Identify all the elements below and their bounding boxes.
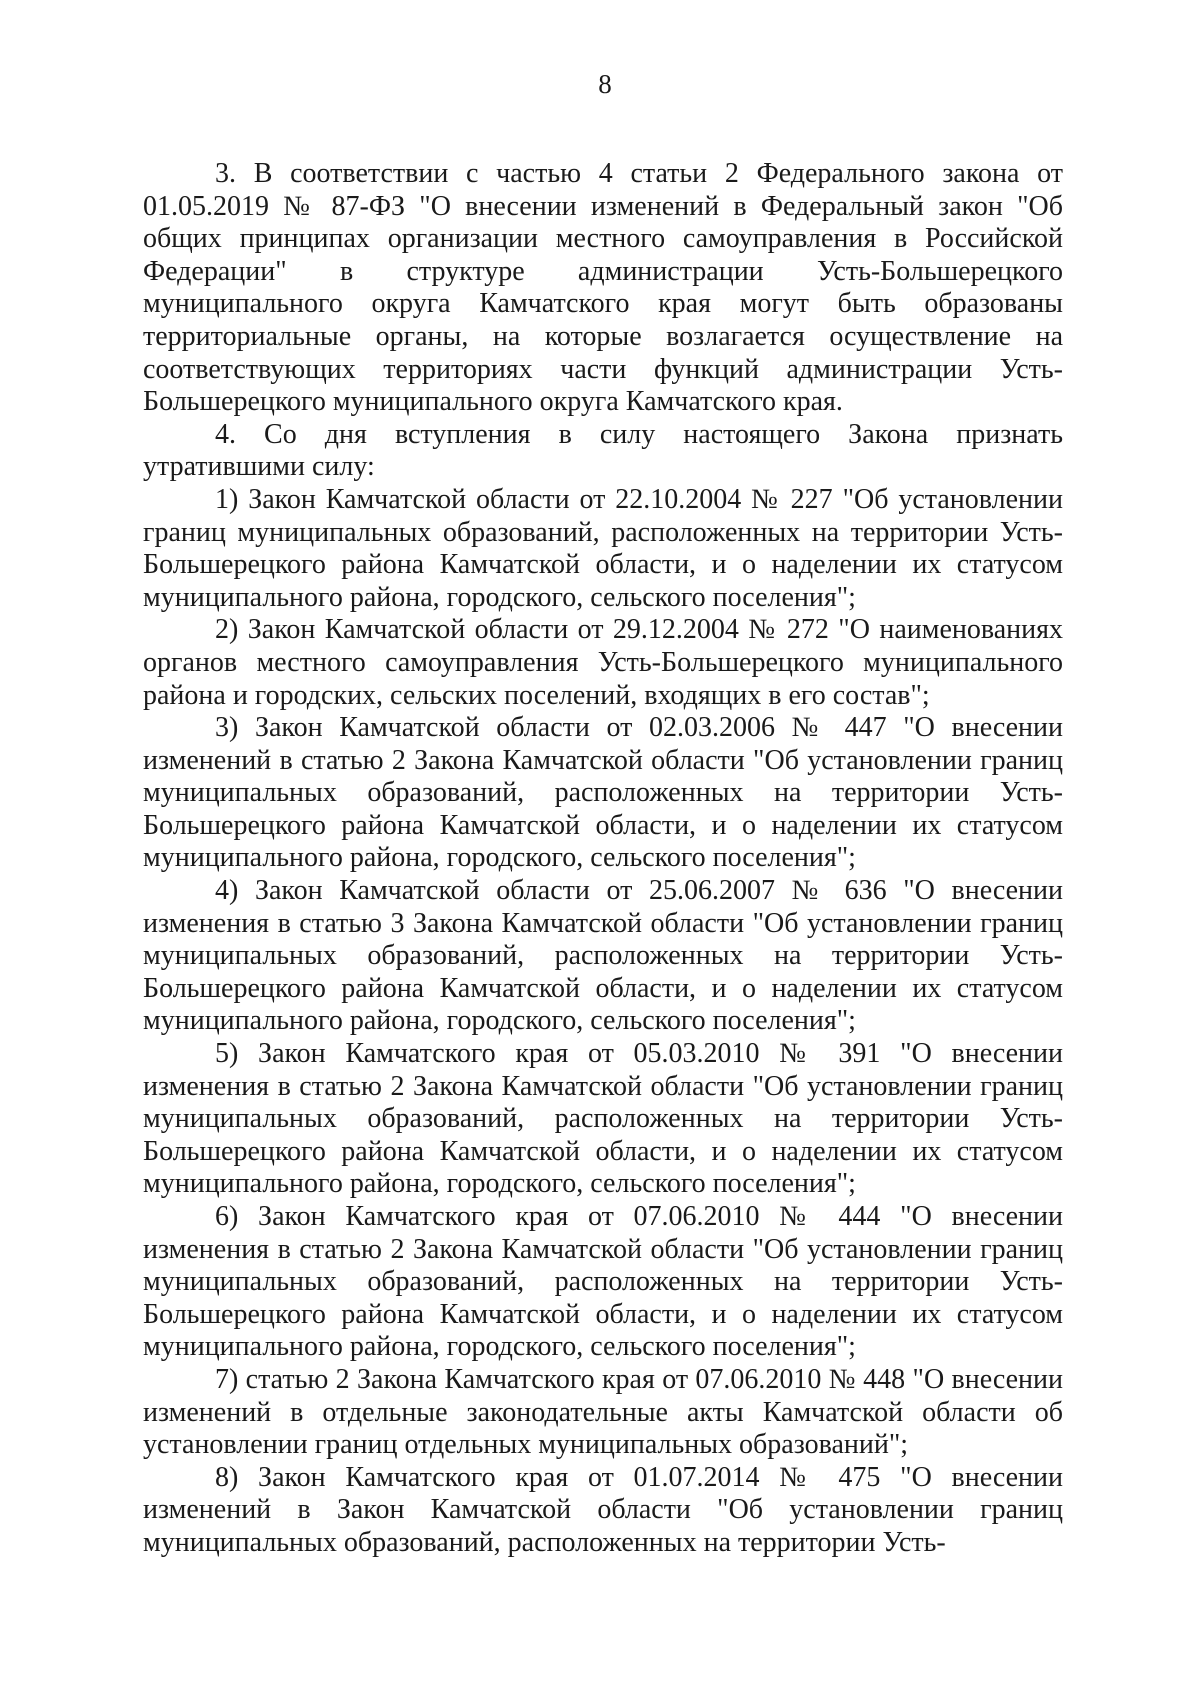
list-item-5: 5) Закон Камчатского края от 05.03.2010 № 391 "О внесении изменения в статью 2 Закона Камчатской области "Об установлении границ муниципальных образований, расположенных на территории Усть-Большерецкого района Камчатской области, и о наделении их статусом муниципального района, городского, сельского поселения";	[143, 1038, 1063, 1200]
document-body	[143, 158, 1063, 1560]
list-item-6: 6) Закон Камчатского края от 07.06.2010 № 444 "О внесении изменения в статью 2 Закона Камчатской области "Об установлении границ муниципальных образований, расположенных на территории Усть-Большерецкого района Камчатской области, и о наделении их статусом муниципального района, городского, сельского поселения";	[143, 1201, 1063, 1363]
paragraph-3: 3. В соответствии с частью 4 статьи 2 Федерального закона от 01.05.2019 № 87-ФЗ "О внесении изменений в Федеральный закон "Об общих принципах организации местного самоуправления в Российской Федерации" в структуре администрации Усть-Большерецкого муниципального округа Камчатского края могут быть образованы территориальные органы, на которые возлагается осуществление на соответствующих территориях части функций администрации Усть-Большерецкого муниципального округа Камчатского края.	[143, 158, 1063, 418]
page-number: 8	[598, 69, 612, 99]
list-item-2: 2) Закон Камчатской области от 29.12.2004 № 272 "О наименованиях органов местного самоуправления Усть-Большерецкого муниципального района и городских, сельских поселений, входящих в его состав";	[143, 614, 1063, 711]
paragraph-4: 4. Со дня вступления в силу настоящего Закона признать утратившими силу:	[143, 418, 1063, 483]
list-item-8: 8) Закон Камчатского края от 01.07.2014 № 475 "О внесении изменений в Закон Камчатской области "Об установлении границ муниципальных образований, расположенных на территории Усть-	[143, 1461, 1063, 1558]
list-item-1: 1) Закон Камчатской области от 22.10.2004 № 227 "Об установлении границ муниципальных образований, расположенных на территории Усть-Большерецкого района Камчатской области, и о наделении их статусом муниципального района, городского, сельского поселения";	[143, 483, 1063, 613]
list-item-7: 7) статью 2 Закона Камчатского края от 07.06.2010 № 448 "О внесении изменений в отдельные законодательные акты Камчатской области об установлении границ отдельных муниципальных образований";	[143, 1363, 1063, 1461]
list-item-3: 3) Закон Камчатской области от 02.03.2006 № 447 "О внесении изменений в статью 2 Закона Камчатской области "Об установлении границ муниципальных образований, расположенных на территории Усть-Большерецкого района Камчатской области, и о наделении их статусом муниципального района, городского, сельского поселения";	[143, 712, 1063, 874]
list-item-4: 4) Закон Камчатской области от 25.06.2007 № 636 "О внесении изменения в статью 3 Закона Камчатской области "Об установлении границ муниципальных образований, расположенных на территории Усть-Большерецкого района Камчатской области, и о наделении их статусом муниципального района, городского, сельского поселения";	[143, 875, 1063, 1037]
